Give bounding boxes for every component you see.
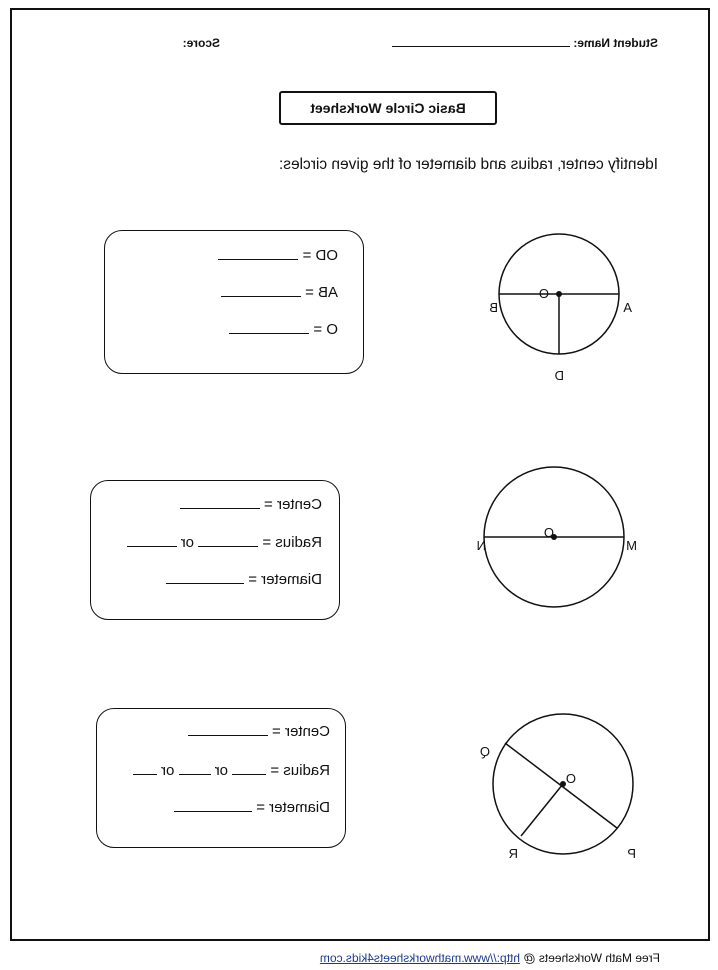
instructions: Identify center, radius and diameter of the given circles:: [278, 156, 658, 173]
o-label: O =: [313, 321, 338, 338]
radius-label-2: Radius =: [262, 534, 322, 551]
diameter-label-2: Diameter =: [248, 571, 322, 588]
point-o-3: O: [565, 771, 576, 786]
point-p-3: P: [627, 846, 636, 861]
answer-line-od: [218, 247, 338, 264]
point-o-1: O: [538, 286, 549, 301]
diameter-blank-3[interactable]: [174, 811, 252, 812]
point-a-1: A: [623, 300, 632, 315]
od-blank[interactable]: [218, 259, 298, 260]
point-n-2: N: [476, 538, 486, 553]
radius-blank-2b[interactable]: [127, 546, 177, 547]
point-m-2: M: [626, 538, 637, 553]
answer-line-center-2: [180, 496, 322, 513]
center-blank-2[interactable]: [180, 508, 260, 509]
radius-or-3b: or: [161, 762, 175, 779]
answer-line-o: [229, 321, 338, 338]
radius-or-2: or: [180, 534, 195, 551]
score-label: Score:: [182, 36, 220, 50]
ab-blank[interactable]: [221, 296, 301, 297]
radius-blank-3c[interactable]: [133, 774, 157, 775]
center-label-3: Center =: [272, 723, 330, 740]
answer-line-radius-2: [127, 534, 322, 551]
point-r-3: R: [508, 846, 518, 861]
radius-blank-3b[interactable]: [179, 774, 211, 775]
point-b-1: B: [489, 300, 498, 315]
worksheet-title: Basic Circle Worksheet: [279, 91, 497, 125]
center-dot-1: [556, 291, 562, 297]
answer-line-diameter-3: [174, 799, 330, 816]
o-blank[interactable]: [229, 333, 309, 334]
student-name-label: Student Name:: [573, 36, 658, 50]
answer-line-center-3: [188, 723, 330, 740]
center-blank-3[interactable]: [188, 735, 268, 736]
answer-line-radius-3: [133, 762, 330, 779]
radius-label-3: Radius =: [270, 762, 330, 779]
point-q-3: Q: [479, 744, 490, 759]
point-o-2: O: [543, 525, 554, 540]
radius-or-3a: or: [214, 762, 229, 779]
answer-line-diameter-2: [166, 571, 322, 588]
center-label-2: Center =: [264, 496, 322, 513]
od-label: OD =: [302, 247, 338, 264]
footer-link[interactable]: http://www.mathworksheets4kids.com: [319, 951, 520, 965]
footer-text: Free Math Worksheets @: [523, 951, 660, 965]
ab-label: AB =: [305, 284, 338, 301]
radius-or: [521, 784, 563, 836]
footer-credit: [320, 951, 660, 965]
diameter-label-3: Diameter =: [256, 799, 330, 816]
radius-blank-3a[interactable]: [232, 774, 266, 775]
answer-line-ab: [221, 284, 338, 301]
point-d-1: D: [554, 368, 564, 383]
diameter-blank-2[interactable]: [166, 583, 244, 584]
radius-blank-2a[interactable]: [198, 546, 258, 547]
